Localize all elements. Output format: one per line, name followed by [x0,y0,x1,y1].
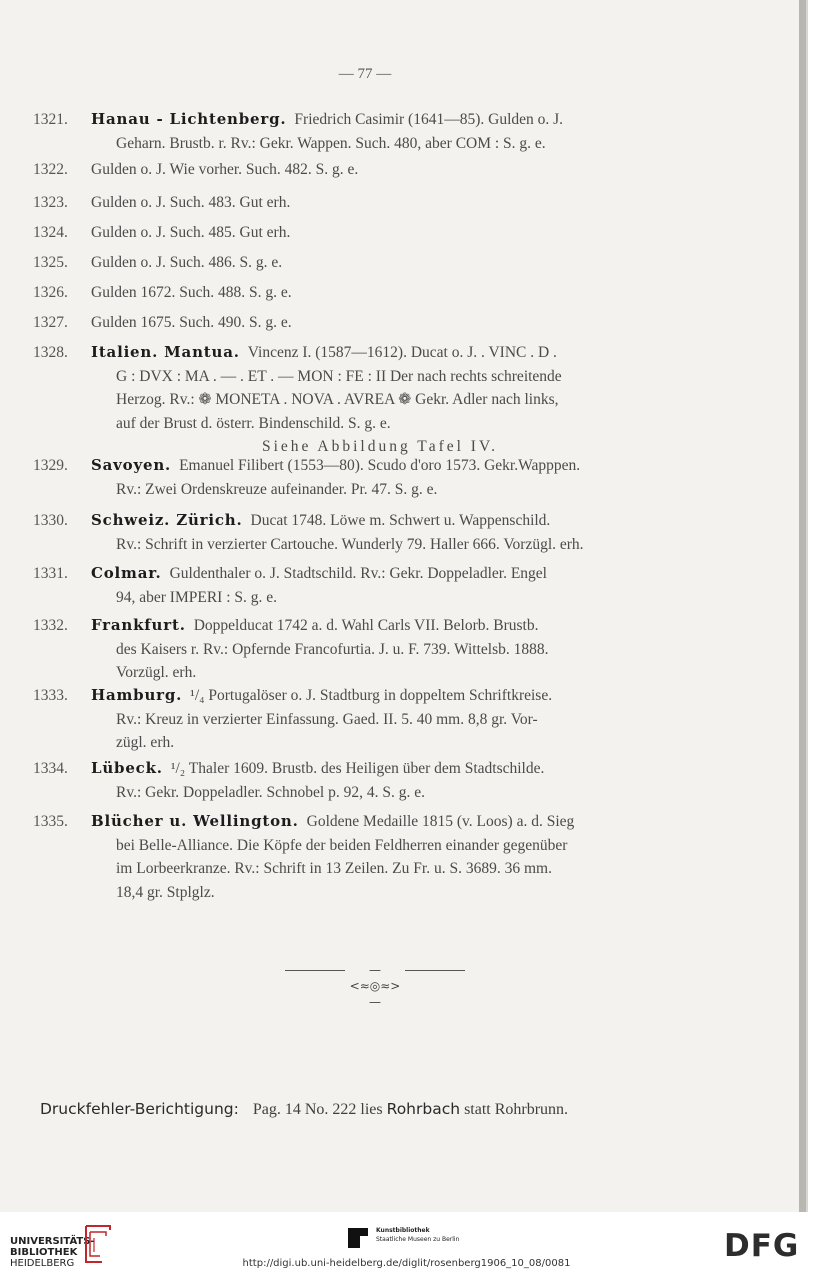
entry-text: Siehe Abbildung Tafel IV. [261,438,499,455]
kb-title: Kunstbibliothek [376,1227,430,1234]
entry-heading: Savoyen. [91,456,172,474]
entry-text: Gulden 1672. Such. 488. S. g. e. [91,284,292,301]
entry-text: Emanuel Filibert (1553—80). Scudo d'oro 1573. Gekr.Wapppen. [179,457,581,474]
entry-number: 1328. [33,344,68,361]
entry-text: Gulden 1675. Such. 490. S. g. e. [91,314,292,331]
entry-line [0,341,760,365]
entry-number: 1330. [33,512,68,529]
catalog-entry [0,810,760,904]
entry-number: 1329. [33,457,68,474]
entry-line [0,132,760,156]
entry-line [0,661,760,685]
entry-heading: Frankfurt. [91,616,186,634]
entry-text: bei Belle-Alliance. Die Köpfe der beiden Feldherren einander gegenüber [116,836,568,854]
entry-text: Gulden o. J. Wie vorher. Such. 482. S. g. e. [91,161,359,178]
entry-text: Rv.: Gekr. Doppeladler. Schnobel p. 92, 4. S. g. e. [116,783,425,801]
catalog-entry [0,221,760,245]
entry-text: 18,4 gr. Stplglz. [116,883,215,901]
entry-line [0,834,760,858]
entry-heading: Blücher u. Wellington. [91,812,299,830]
entry-text: des Kaisers r. Rv.: Opfernde Francofurtia. J. u. F. 739. Wittelsb. 1888. [116,640,549,658]
errata-label: Druckfehler-Berichtigung: [40,1100,239,1118]
catalog-entry [0,341,760,459]
entry-line [0,311,760,335]
entry-line [0,158,760,182]
entry-text: Rv.: Kreuz in verzierter Einfassung. Gaed. II. 5. 40 mm. 8,8 gr. Vor- [116,710,538,728]
entry-line [0,614,760,638]
entry-line [0,731,760,755]
entry-text: Herzog. Rv.: ❁ MONETA . NOVA . AVREA ❁ Gekr. Adler nach links, [116,391,559,408]
catalog-entry [0,251,760,275]
entry-text: Rv.: Schrift in verzierter Cartouche. Wunderly 79. Haller 666. Vorzügl. erh. [116,535,584,553]
catalog-entry [0,757,760,804]
entry-text: 94, aber IMPERI : S. g. e. [116,588,278,606]
catalog-entry [0,108,760,155]
entry-number: 1322. [33,161,68,178]
entry-text: ¹/₄ Portugalöser o. J. Stadtburg in doppeltem Schriftkreise. [190,687,553,704]
entry-number: 1331. [33,565,68,582]
entry-line [0,638,760,662]
ornament-icon: —<≈◎≈>— [345,962,405,978]
entry-text: Gulden o. J. Such. 483. Gut erh. [91,194,291,211]
ub-line2: BIBLIOTHEK [10,1247,78,1258]
entry-heading: Lübeck. [91,759,163,777]
entry-line [0,781,760,805]
entry-text: Gulden o. J. Such. 486. S. g. e. [91,254,283,271]
entry-number: 1335. [33,813,68,830]
entry-line [0,108,760,132]
entry-line [0,810,760,834]
entry-line [0,533,760,557]
errata-note [40,1100,780,1119]
entry-text: Doppelducat 1742 a. d. Wahl Carls VII. Belorb. Brustb. [193,617,539,634]
entry-line [0,412,760,436]
entry-line [0,251,760,275]
entry-text: Ducat 1748. Löwe m. Schwert u. Wappenschild. [250,512,551,529]
catalog-entry [0,684,760,755]
page-edge [799,0,806,1212]
kunstbibliothek-logo-icon [346,1224,370,1250]
entry-heading: Hamburg. [91,686,183,704]
entry-number: 1324. [33,224,68,241]
catalog-entry [0,311,760,335]
entry-line [0,478,760,502]
entry-line [0,454,760,478]
errata-correct-word: Rohrbach [386,1100,461,1118]
page-url[interactable]: http://digi.ub.uni-heidelberg.de/diglit/rosenberg1906_10_08/0081 [242,1258,571,1269]
entry-number: 1327. [33,314,68,331]
entry-heading: Colmar. [91,564,162,582]
entry-text: im Lorbeerkranze. Rv.: Schrift in 13 Zeilen. Zu Fr. u. S. 3689. 36 mm. [116,860,552,877]
entry-line [0,684,760,708]
entry-line [0,562,760,586]
dfg-logo: DFG [724,1228,800,1264]
entry-heading: Hanau - Lichtenberg. [91,110,287,128]
entry-number: 1321. [33,111,68,128]
entry-text: Goldene Medaille 1815 (v. Loos) a. d. Sieg [306,813,575,830]
catalog-entry [0,509,760,556]
entry-text: Rv.: Zwei Ordenskreuze aufeinander. Pr. 47. S. g. e. [116,480,438,498]
entry-number: 1334. [33,760,68,777]
entry-line [0,857,760,881]
entry-number: 1325. [33,254,68,271]
entry-line [0,281,760,305]
entry-line [0,221,760,245]
entry-text: Vincenz I. (1587—1612). Ducat o. J. . VINC . D . [247,344,557,361]
catalog-entry [0,454,760,501]
kb-sub: Staatliche Museen zu Berlin [376,1236,460,1243]
entry-line [0,191,760,215]
entry-text: ¹/₂ Thaler 1609. Brustb. des Heiligen über dem Stadtschilde. [170,760,545,777]
ub-line1: UNIVERSITÄTS- [10,1236,95,1247]
entry-line [0,365,760,389]
catalog-entry [0,158,760,182]
catalog-entry [0,191,760,215]
page-number: — 77 — [338,66,392,82]
entry-text: Vorzügl. erh. [116,664,197,681]
entry-text: G : DVX : MA . — . ET . — MON : FE : II Der nach rechts schreitende [116,367,562,385]
entry-heading: Schweiz. Zürich. [91,511,243,529]
entry-line [0,388,760,412]
entry-number: 1333. [33,687,68,704]
entry-heading: Italien. Mantua. [91,343,240,361]
catalog-entry [0,614,760,685]
kunstbibliothek-text [376,1226,459,1244]
errata-text-after: statt Rohrbrunn. [464,1101,569,1118]
entry-text: zügl. erh. [116,734,175,751]
entry-line [0,509,760,533]
entry-line [0,757,760,781]
entry-line [0,708,760,732]
ub-line3: HEIDELBERG [10,1258,75,1269]
entry-text: auf der Brust d. österr. Bindenschild. S. g. e. [116,414,391,432]
entry-text: Geharn. Brustb. r. Rv.: Gekr. Wappen. Such. 480, aber COM : S. g. e. [116,134,546,152]
entry-number: 1332. [33,617,68,634]
entry-text: Friedrich Casimir (1641—85). Gulden o. J. [294,111,564,128]
catalog-entry [0,562,760,609]
catalog-entry [0,281,760,305]
entry-number: 1323. [33,194,68,211]
entry-number: 1326. [33,284,68,301]
entry-line [0,881,760,905]
errata-text-before: Pag. 14 No. 222 lies [252,1101,383,1118]
entry-line [0,586,760,610]
entry-text: Gulden o. J. Such. 485. Gut erh. [91,224,291,241]
entry-text: Guldenthaler o. J. Stadtschild. Rv.: Gekr. Doppeladler. Engel [169,565,547,582]
